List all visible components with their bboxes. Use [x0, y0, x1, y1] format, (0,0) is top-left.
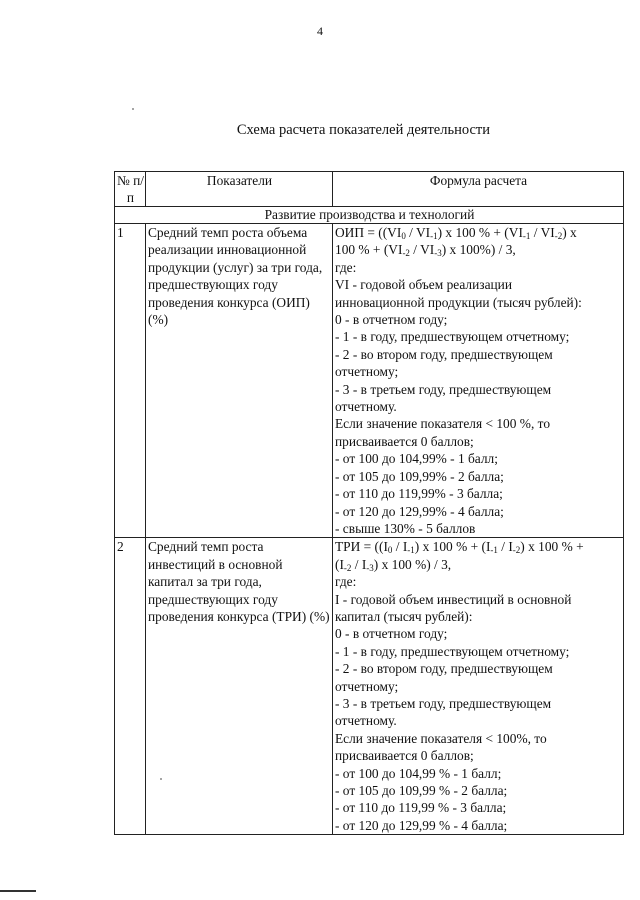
formula-text-line: - 1 - в году, предшествующем отчетному;: [335, 329, 570, 345]
table-header-row: [115, 172, 624, 207]
formula-line-1: ТРИ = ($(I_0 / I_{-1})$ х 100 % + $(I_{-1} / I_{-2})$ х 100 % +: [335, 539, 584, 556]
formula-text-line: - от 110 до 119,99 % - 3 балла;: [335, 800, 507, 816]
indicator-cell: Средний темп роста объема реализации инновационной продукции (услуг) за три года, предшествующих году проведения конкурса (ОИП) (%): [146, 224, 333, 538]
formula-text-line: отчетному.: [335, 399, 397, 415]
formula-line-2: $(I_{-2} / I_{-3})$ х 100 %) / 3,: [335, 556, 452, 573]
formula-text-line: - от 110 до 119,99% - 3 балла;: [335, 486, 503, 502]
header-indicators: Показатели: [146, 172, 333, 207]
indicator-cell: Средний темп роста инвестиций в основной капитал за три года, предшествующих году проведения конкурса (ТРИ) (%): [146, 538, 333, 835]
formula-text-line: 0 - в отчетном году;: [335, 312, 448, 328]
indicators-table: [114, 171, 624, 835]
section-row: [115, 207, 624, 224]
formula-text-line: - 3 - в третьем году, предшествующем: [335, 695, 552, 711]
formula-line-2: 100 % + $(VI_{-2} / VI_{-3})$ х 100%) / 3,: [335, 242, 516, 259]
formula-text-line: отчетному;: [335, 678, 399, 694]
row-number: 1: [115, 224, 146, 538]
formula-text-line: присваивается 0 баллов;: [335, 748, 474, 764]
formula-text-line: присваивается 0 баллов;: [335, 433, 474, 449]
formula-text-line: отчетному.: [335, 713, 397, 729]
formula-text-line: - от 100 до 104,99% - 1 балл;: [335, 451, 498, 467]
formula-text-line: - 2 - во втором году, предшествующем: [335, 346, 553, 362]
formula-cell: [333, 538, 624, 835]
formula-text-line: - 3 - в третьем году, предшествующем: [335, 381, 552, 397]
header-num: № п/п: [115, 172, 146, 207]
formula-text-line: где:: [335, 259, 357, 275]
formula-line-1: ОИП = ($(VI_0 / VI_{-1})$ х 100 % + $(VI_{-1} / VI_{-2})$ х: [335, 225, 577, 241]
scan-speck: [160, 778, 162, 780]
formula-text-line: VI - годовой объем реализации: [335, 277, 513, 293]
formula-text-line: Если значение показателя < 100 %, то: [335, 416, 551, 432]
formula-text-line: инновационной продукции (тысяч рублей):: [335, 294, 582, 310]
formula-text-line: - 1 - в году, предшествующем отчетному;: [335, 643, 570, 659]
formula-text-line: - от 100 до 104,99 % - 1 балл;: [335, 765, 502, 781]
page-number: 4: [317, 24, 323, 38]
formula-text-line: Если значение показателя < 100%, то: [335, 730, 547, 746]
formula-text-line: - от 105 до 109,99 % - 2 балла;: [335, 783, 508, 798]
formula-text-line: - от 120 до 129,99% - 4 балла;: [335, 503, 504, 519]
formula-text-line: капитал (тысяч рублей):: [335, 608, 473, 624]
scan-speck: [132, 108, 134, 110]
formula-text-line: - свыше 130% - 5 баллов: [335, 520, 476, 536]
document-title: [0, 122, 620, 139]
scan-edge-mark: [0, 890, 36, 892]
document-title-text: Схема расчета показателей деятельности: [236, 122, 490, 138]
section-title: Развитие производства и технологий: [115, 207, 624, 224]
row-number: 2: [115, 538, 146, 835]
formula-text-line: где:: [335, 574, 357, 590]
formula-text-line: - от 105 до 109,99% - 2 балла;: [335, 468, 504, 484]
formula-text-line: 0 - в отчетном году;: [335, 626, 448, 642]
formula-cell: [333, 224, 624, 538]
formula-text-line: I - годовой объем инвестиций в основной: [335, 591, 572, 607]
formula-text-line: отчетному;: [335, 364, 399, 380]
table-row: [115, 538, 624, 835]
header-formula: Формула расчета: [333, 172, 624, 207]
formula-text-line: - 2 - во втором году, предшествующем: [335, 661, 553, 677]
formula-text-line: - от 120 до 129,99 % - 4 балла;: [335, 817, 508, 833]
table-row: [115, 224, 624, 538]
